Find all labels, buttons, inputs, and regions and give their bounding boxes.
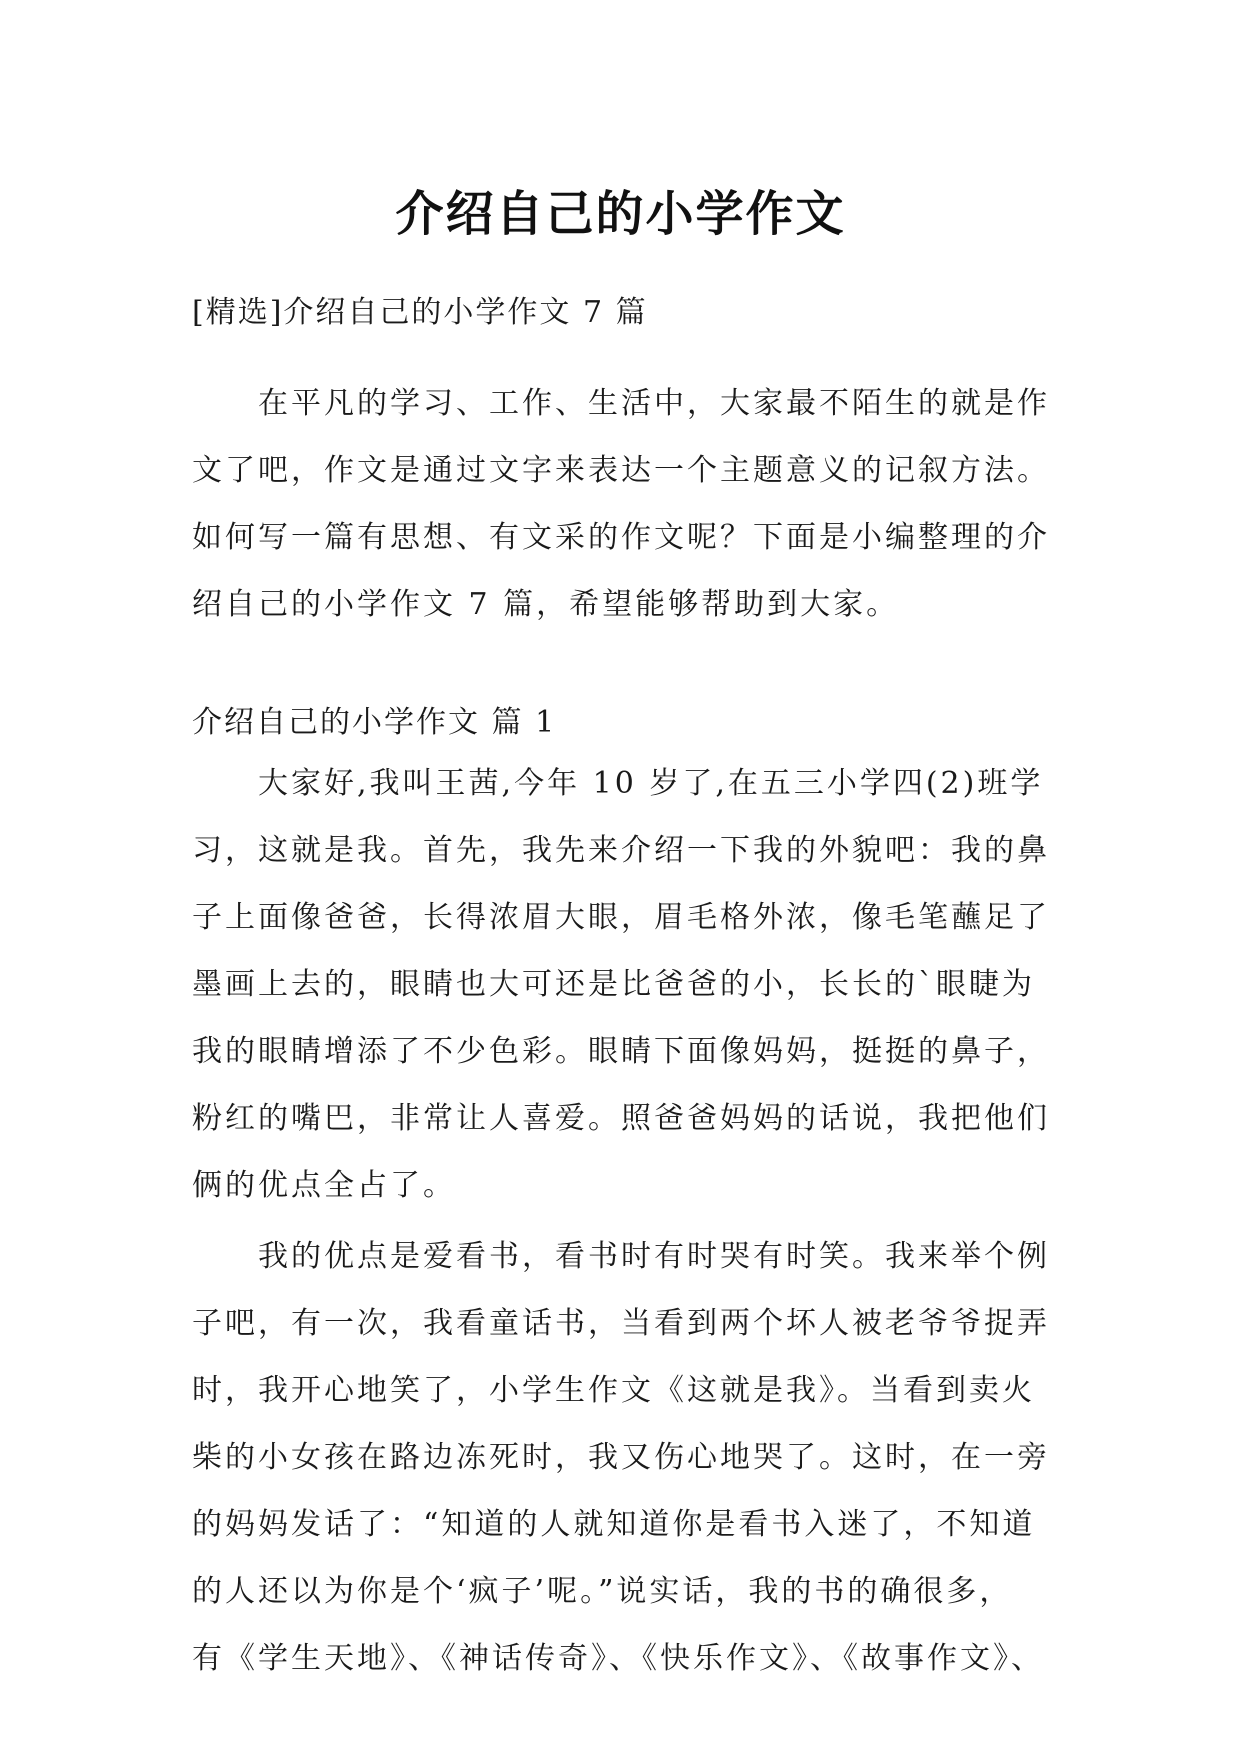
text-line: 大家好,我叫王茜,今年 10 岁了,在五三小学四(2)班学 [258, 766, 1044, 801]
text-line: 时，我开心地笑了，小学生作文《这就是我》。当看到卖火 [192, 1373, 1035, 1408]
text-line: 子吧，有一次，我看童话书，当看到两个坏人被老爷爷捉弄 [192, 1306, 1050, 1341]
section-heading: 介绍自己的小学作文 篇 1 [192, 705, 557, 740]
text-line: 的妈妈发话了：“知道的人就知道你是看书入迷了，不知道 [192, 1507, 1036, 1542]
text-line: 在平凡的学习、工作、生活中，大家最不陌生的就是作 [258, 386, 1050, 421]
text-line: 绍自己的小学作文 7 篇，希望能够帮助到大家。 [192, 587, 900, 622]
body-paragraph-2 [192, 1223, 1072, 1692]
body-paragraph-1 [192, 750, 1072, 1219]
text-line: 习，这就是我。首先，我先来介绍一下我的外貌吧：我的鼻 [192, 833, 1050, 868]
intro-paragraph [192, 370, 1072, 638]
text-line: 文了吧，作文是通过文字来表达一个主题意义的记叙方法。 [192, 453, 1050, 488]
text-line: 柴的小女孩在路边冻死时，我又伤心地哭了。这时，在一旁 [192, 1440, 1050, 1475]
text-line: 俩的优点全占了。 [192, 1168, 456, 1203]
text-line: 墨画上去的，眼睛也大可还是比爸爸的小，长长的`眼睫为 [192, 967, 1035, 1002]
text-line: 粉红的嘴巴，非常让人喜爱。照爸爸妈妈的话说，我把他们 [192, 1101, 1050, 1136]
text-line: 我的优点是爱看书，看书时有时哭有时笑。我来举个例 [258, 1239, 1050, 1274]
text-line: 子上面像爸爸，长得浓眉大眼，眉毛格外浓，像毛笔蘸足了 [192, 900, 1050, 935]
page-title: 介绍自己的小学作文 [395, 186, 846, 243]
text-line: 的人还以为你是个‘疯子’呢。”说实话，我的书的确很多， [192, 1574, 1013, 1609]
document-subtitle: [精选]介绍自己的小学作文 7 篇 [192, 295, 648, 330]
text-line: 如何写一篇有思想、有文采的作文呢？下面是小编整理的介 [192, 520, 1050, 555]
text-line: 我的眼睛增添了不少色彩。眼睛下面像妈妈，挺挺的鼻子， [192, 1034, 1050, 1069]
text-line: 有《学生天地》、《神话传奇》、《快乐作文》、《故事作文》、 [192, 1641, 1044, 1676]
